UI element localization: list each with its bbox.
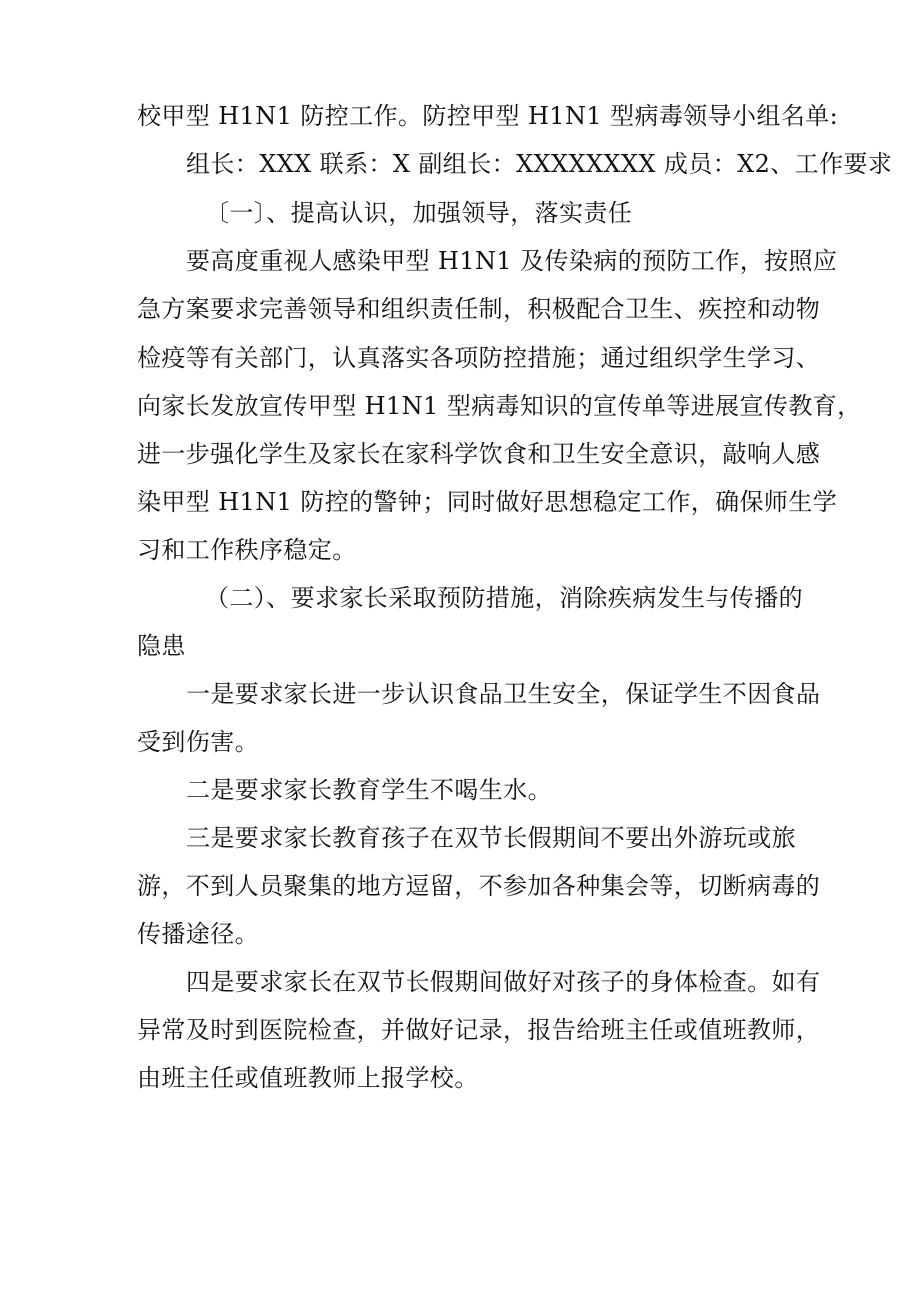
text-line-21: 由班主任或值班教师上报学校。 <box>137 1064 479 1092</box>
text-line-20: 异常及时到医院检查，并做好记录，报告给班主任或值班教师， <box>137 1016 821 1044</box>
text-line-2: 组长：XXX 联系：X 副组长：XXXXXXXX 成员：X2、工作要求 <box>186 150 893 178</box>
text-line-8: 进一步强化学生及家长在家科学饮食和卫生安全意识，敲响人感 <box>137 440 821 468</box>
text-line-10: 习和工作秩序稳定。 <box>137 536 357 564</box>
text-line-14: 受到伤害。 <box>137 728 259 756</box>
text-line-4: 要高度重视人感染甲型 H1N1 及传染病的预防工作，按照应 <box>186 247 838 275</box>
text-line-12: 隐患 <box>137 632 186 660</box>
section-heading-2: （二）、要求家长采取预防措施，消除疾病发生与传播的 <box>205 584 803 612</box>
text-line-16: 三是要求家长教育孩子在双节长假期间不要出外游玩或旅 <box>186 824 796 852</box>
text-line-6: 检疫等有关部门，认真落实各项防控措施；通过组织学生学习、 <box>137 344 821 372</box>
text-line-7: 向家长发放宣传甲型 H1N1 型病毒知识的宣传单等进展宣传教育， <box>137 392 862 420</box>
text-line-5: 急方案要求完善领导和组织责任制，积极配合卫生、疾控和动物 <box>137 295 821 323</box>
text-line-15: 二是要求家长教育学生不喝生水。 <box>186 776 552 804</box>
text-line-1: 校甲型 H1N1 防控工作。防控甲型 H1N1 型病毒领导小组名单: <box>137 102 839 130</box>
text-line-17: 游，不到人员聚集的地方逗留，不参加各种集会等，切断病毒的 <box>137 872 821 900</box>
text-line-18: 传播途径。 <box>137 920 259 948</box>
text-line-13: 一是要求家长进一步认识食品卫生安全，保证学生不因食品 <box>186 680 821 708</box>
section-heading-1: 〔一〕、提高认识，加强领导，落实责任 <box>205 199 633 227</box>
text-line-19: 四是要求家长在双节长假期间做好对孩子的身体检查。如有 <box>186 968 821 996</box>
text-line-9: 染甲型 H1N1 防控的警钟；同时做好思想稳定工作，确保师生学 <box>137 488 838 516</box>
